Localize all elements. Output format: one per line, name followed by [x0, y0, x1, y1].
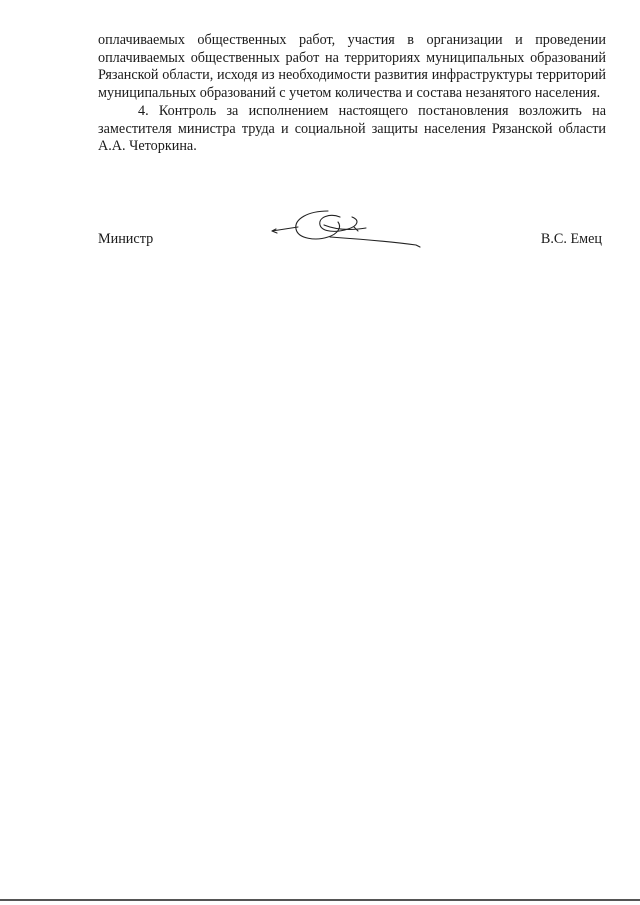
scan-edge-line	[0, 899, 640, 901]
signatory-role: Министр	[98, 231, 154, 247]
handwritten-signature	[268, 205, 428, 251]
paragraph-continuation: оплачиваемых общественных работ, участия в организации и проведении оплачиваемых общественных работ на территориях муниципальных образований Рязанской области, исходя из необходимости развития инфраструктуры территорий муниципальных образований с учетом количества и состава незанятого населения.	[98, 32, 606, 102]
document-body	[98, 32, 606, 156]
paragraph-4: 4. Контроль за исполнением настоящего постановления возложить на заместителя министра труда и социальной защиты населения Рязанской области А.А. Четоркина.	[98, 102, 606, 155]
signatory-name: В.С. Емец	[540, 231, 602, 247]
signature-block	[98, 205, 606, 265]
